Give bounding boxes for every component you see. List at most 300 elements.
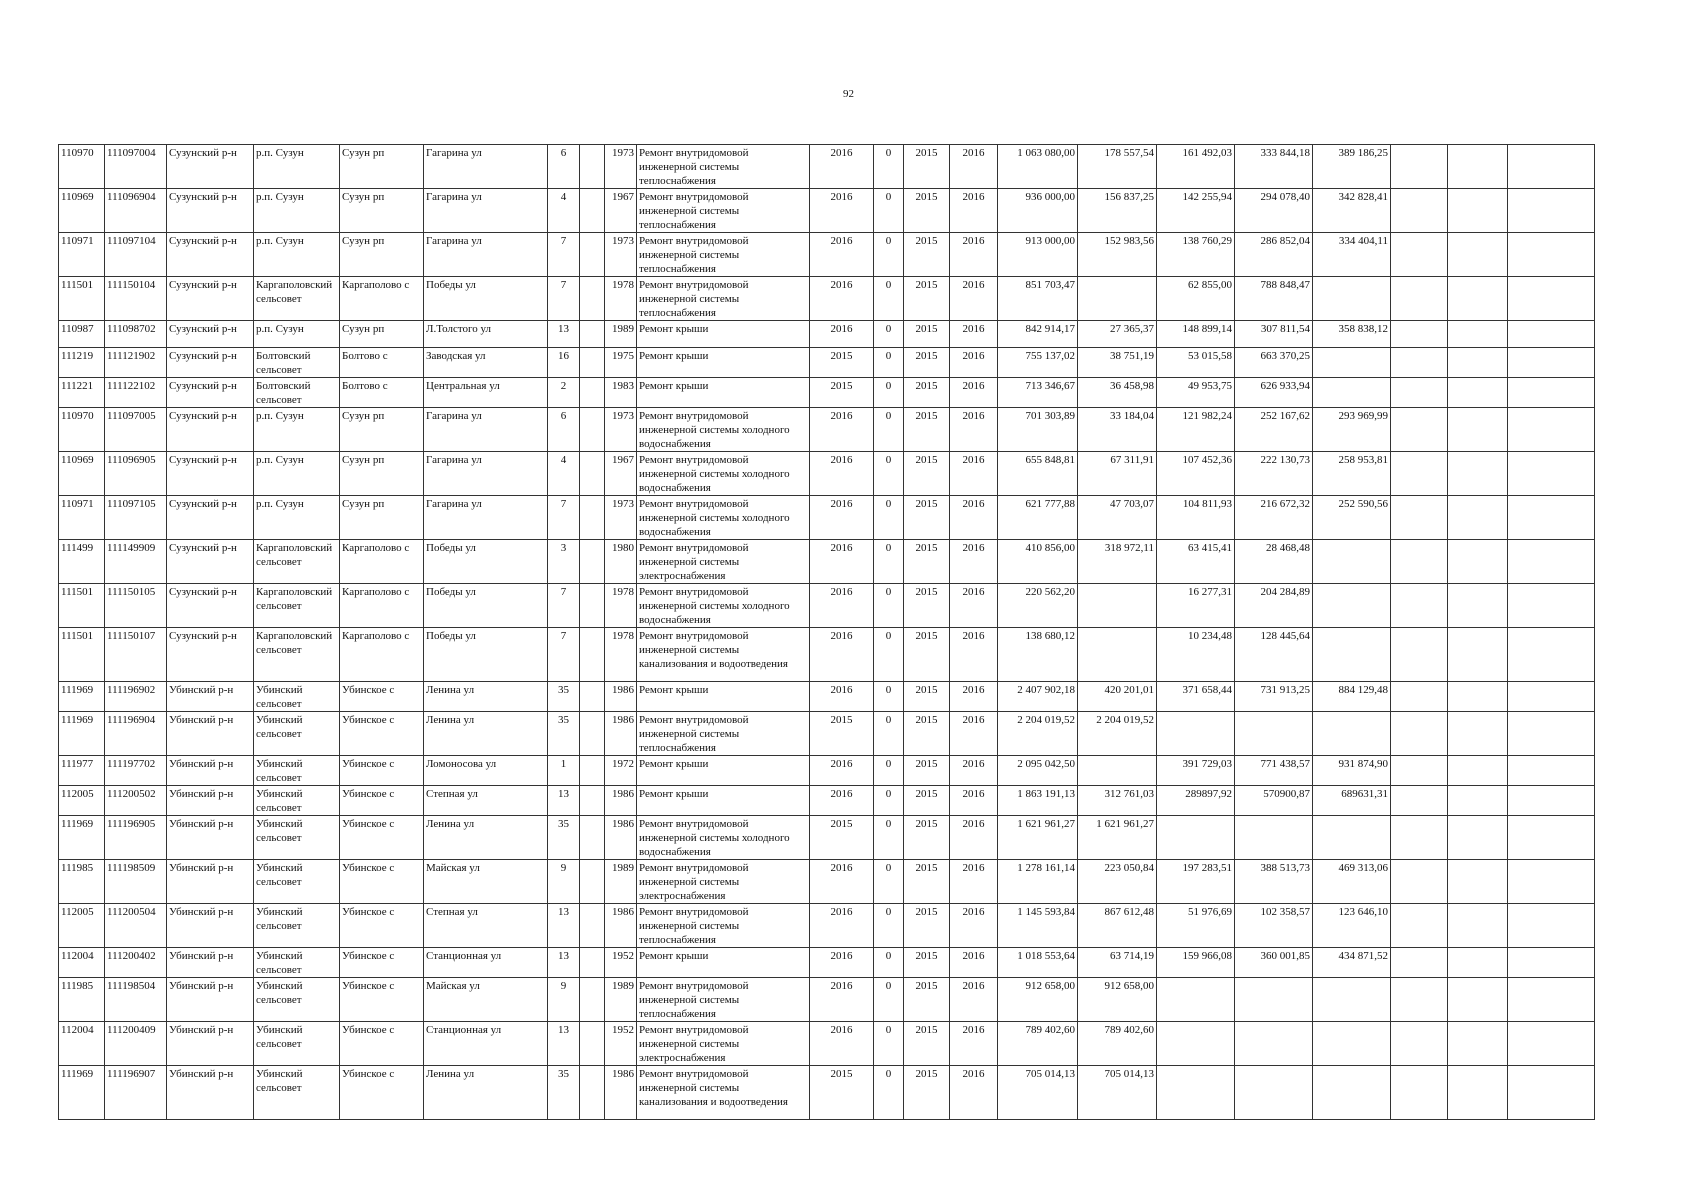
- cell-plan-year: 2016: [810, 904, 874, 948]
- cell-total-cost: 2 095 042,50: [998, 756, 1078, 786]
- cell-total-cost: 1 063 080,00: [998, 145, 1078, 189]
- cell-flag: 0: [874, 348, 904, 378]
- cell-street: Станционная ул: [424, 948, 548, 978]
- cell-house-id: 111501: [59, 277, 105, 321]
- cell-street: Победы ул: [424, 277, 548, 321]
- cell-year-built: 1978: [605, 277, 637, 321]
- cell-flag: 0: [874, 584, 904, 628]
- cell-district: Убинский р-н: [167, 756, 254, 786]
- cell-settlement: Сузун рп: [340, 452, 424, 496]
- cell-flag: 0: [874, 1022, 904, 1066]
- cell-district: Сузунский р-н: [167, 348, 254, 378]
- cell-empty-1: [1391, 277, 1448, 321]
- cell-year-built: 1989: [605, 321, 637, 348]
- cell-program-id: 111200409: [105, 1022, 167, 1066]
- cell-plan-year: 2016: [810, 496, 874, 540]
- cell-work-type: Ремонт внутридомовой инженерной системы холодного водоснабжения: [637, 408, 810, 452]
- cell-cost-2014: 2 204 019,52: [1078, 712, 1157, 756]
- cell-house-id: 111219: [59, 348, 105, 378]
- cell-cost-2014: 420 201,01: [1078, 682, 1157, 712]
- cell-district: Сузунский р-н: [167, 189, 254, 233]
- cell-district: Сузунский р-н: [167, 321, 254, 348]
- cell-total-cost: 842 914,17: [998, 321, 1078, 348]
- cell-start-year: 2015: [904, 786, 950, 816]
- cell-plan-year: 2015: [810, 816, 874, 860]
- cell-house-number: 7: [548, 584, 580, 628]
- cell-house-number: 13: [548, 1022, 580, 1066]
- cell-cost-2015: 10 234,48: [1157, 628, 1235, 682]
- cell-work-type: Ремонт внутридомовой инженерной системы теплоснабжения: [637, 712, 810, 756]
- cell-empty-3: [1508, 321, 1595, 348]
- cell-start-year: 2015: [904, 1022, 950, 1066]
- cell-program-id: 111196904: [105, 712, 167, 756]
- cell-cost-2016: 771 438,57: [1235, 756, 1313, 786]
- cell-empty-1: [1391, 978, 1448, 1022]
- cell-start-year: 2015: [904, 978, 950, 1022]
- cell-flag: 0: [874, 1066, 904, 1120]
- cell-municipality: Болтовский сельсовет: [254, 348, 340, 378]
- cell-empty-3: [1508, 756, 1595, 786]
- cell-program-id: 111096905: [105, 452, 167, 496]
- cell-cost-2017: 293 969,99: [1313, 408, 1391, 452]
- cell-flag: 0: [874, 378, 904, 408]
- cell-street: Степная ул: [424, 904, 548, 948]
- cell-end-year: 2016: [950, 628, 998, 682]
- cell-empty-2: [1448, 348, 1508, 378]
- cell-municipality: Убинский сельсовет: [254, 712, 340, 756]
- cell-end-year: 2016: [950, 452, 998, 496]
- cell-empty-3: [1508, 712, 1595, 756]
- cell-house-id: 110987: [59, 321, 105, 348]
- cell-plan-year: 2016: [810, 408, 874, 452]
- cell-cost-2015: 107 452,36: [1157, 452, 1235, 496]
- cell-empty-1: [1391, 145, 1448, 189]
- cell-municipality: Каргаполовский сельсовет: [254, 628, 340, 682]
- cell-cost-2014: [1078, 584, 1157, 628]
- cell-work-type: Ремонт внутридомовой инженерной системы теплоснабжения: [637, 277, 810, 321]
- cell-plan-year: 2016: [810, 682, 874, 712]
- cell-end-year: 2016: [950, 978, 998, 1022]
- cell-house-number: 7: [548, 233, 580, 277]
- cell-work-type: Ремонт внутридомовой инженерной системы холодного водоснабжения: [637, 452, 810, 496]
- cell-end-year: 2016: [950, 496, 998, 540]
- cell-district: Убинский р-н: [167, 816, 254, 860]
- cell-end-year: 2016: [950, 348, 998, 378]
- cell-building-letter: [580, 1022, 605, 1066]
- cell-district: Убинский р-н: [167, 712, 254, 756]
- cell-settlement: Каргаполово с: [340, 584, 424, 628]
- cell-cost-2016: [1235, 816, 1313, 860]
- cell-cost-2017: [1313, 584, 1391, 628]
- cell-empty-2: [1448, 978, 1508, 1022]
- cell-building-letter: [580, 189, 605, 233]
- cell-municipality: Убинский сельсовет: [254, 816, 340, 860]
- cell-settlement: Сузун рп: [340, 145, 424, 189]
- cell-street: Л.Толстого ул: [424, 321, 548, 348]
- cell-year-built: 1986: [605, 682, 637, 712]
- cell-municipality: Каргаполовский сельсовет: [254, 540, 340, 584]
- cell-cost-2016: [1235, 978, 1313, 1022]
- cell-empty-1: [1391, 189, 1448, 233]
- cell-cost-2014: 867 612,48: [1078, 904, 1157, 948]
- cell-building-letter: [580, 145, 605, 189]
- cell-cost-2016: 102 358,57: [1235, 904, 1313, 948]
- cell-house-id: 111499: [59, 540, 105, 584]
- cell-cost-2016: [1235, 1022, 1313, 1066]
- cell-start-year: 2015: [904, 948, 950, 978]
- cell-building-letter: [580, 321, 605, 348]
- table-row: [59, 1022, 1595, 1066]
- table-row: [59, 712, 1595, 756]
- cell-empty-1: [1391, 233, 1448, 277]
- cell-house-id: 110971: [59, 496, 105, 540]
- cell-cost-2017: 358 838,12: [1313, 321, 1391, 348]
- cell-total-cost: 1 863 191,13: [998, 786, 1078, 816]
- cell-plan-year: 2015: [810, 348, 874, 378]
- cell-empty-1: [1391, 378, 1448, 408]
- cell-cost-2017: 123 646,10: [1313, 904, 1391, 948]
- cell-empty-1: [1391, 786, 1448, 816]
- cell-cost-2015: 104 811,93: [1157, 496, 1235, 540]
- cell-cost-2014: 312 761,03: [1078, 786, 1157, 816]
- cell-empty-3: [1508, 145, 1595, 189]
- cell-total-cost: 2 407 902,18: [998, 682, 1078, 712]
- cell-work-type: Ремонт внутридомовой инженерной системы электроснабжения: [637, 1022, 810, 1066]
- cell-program-id: 111150107: [105, 628, 167, 682]
- cell-total-cost: 410 856,00: [998, 540, 1078, 584]
- cell-empty-3: [1508, 584, 1595, 628]
- cell-house-id: 111985: [59, 860, 105, 904]
- cell-municipality: Каргаполовский сельсовет: [254, 584, 340, 628]
- cell-building-letter: [580, 540, 605, 584]
- cell-year-built: 1986: [605, 1066, 637, 1120]
- cell-building-letter: [580, 584, 605, 628]
- cell-start-year: 2015: [904, 816, 950, 860]
- table-body: [59, 145, 1595, 1120]
- cell-empty-2: [1448, 189, 1508, 233]
- cell-building-letter: [580, 816, 605, 860]
- cell-empty-2: [1448, 540, 1508, 584]
- cell-plan-year: 2016: [810, 145, 874, 189]
- cell-empty-3: [1508, 682, 1595, 712]
- cell-empty-3: [1508, 189, 1595, 233]
- cell-settlement: Каргаполово с: [340, 540, 424, 584]
- cell-cost-2015: 148 899,14: [1157, 321, 1235, 348]
- cell-building-letter: [580, 378, 605, 408]
- cell-cost-2016: 252 167,62: [1235, 408, 1313, 452]
- cell-start-year: 2015: [904, 145, 950, 189]
- cell-building-letter: [580, 233, 605, 277]
- cell-settlement: Убинское с: [340, 1022, 424, 1066]
- cell-cost-2017: 252 590,56: [1313, 496, 1391, 540]
- cell-settlement: Каргаполово с: [340, 628, 424, 682]
- cell-plan-year: 2016: [810, 321, 874, 348]
- cell-cost-2014: 789 402,60: [1078, 1022, 1157, 1066]
- cell-program-id: 111200502: [105, 786, 167, 816]
- cell-district: Убинский р-н: [167, 1066, 254, 1120]
- table-row: [59, 904, 1595, 948]
- cell-flag: 0: [874, 452, 904, 496]
- cell-cost-2015: 159 966,08: [1157, 948, 1235, 978]
- cell-plan-year: 2016: [810, 948, 874, 978]
- cell-cost-2014: 318 972,11: [1078, 540, 1157, 584]
- cell-cost-2015: [1157, 816, 1235, 860]
- cell-cost-2016: 731 913,25: [1235, 682, 1313, 712]
- cell-municipality: Убинский сельсовет: [254, 682, 340, 712]
- cell-settlement: Сузун рп: [340, 321, 424, 348]
- cell-cost-2014: 36 458,98: [1078, 378, 1157, 408]
- cell-program-id: 111122102: [105, 378, 167, 408]
- cell-program-id: 111196902: [105, 682, 167, 712]
- cell-plan-year: 2016: [810, 756, 874, 786]
- cell-cost-2015: 49 953,75: [1157, 378, 1235, 408]
- cell-program-id: 111097005: [105, 408, 167, 452]
- cell-cost-2016: 286 852,04: [1235, 233, 1313, 277]
- cell-start-year: 2015: [904, 756, 950, 786]
- cell-year-built: 1986: [605, 712, 637, 756]
- cell-work-type: Ремонт внутридомовой инженерной системы теплоснабжения: [637, 145, 810, 189]
- cell-cost-2014: 152 983,56: [1078, 233, 1157, 277]
- cell-cost-2016: 222 130,73: [1235, 452, 1313, 496]
- cell-program-id: 111196907: [105, 1066, 167, 1120]
- cell-street: Майская ул: [424, 860, 548, 904]
- cell-cost-2016: 128 445,64: [1235, 628, 1313, 682]
- cell-empty-3: [1508, 1066, 1595, 1120]
- cell-year-built: 1973: [605, 408, 637, 452]
- cell-district: Убинский р-н: [167, 786, 254, 816]
- cell-district: Сузунский р-н: [167, 496, 254, 540]
- cell-cost-2014: 27 365,37: [1078, 321, 1157, 348]
- cell-house-number: 6: [548, 408, 580, 452]
- cell-district: Убинский р-н: [167, 860, 254, 904]
- cell-empty-3: [1508, 860, 1595, 904]
- cell-district: Убинский р-н: [167, 904, 254, 948]
- cell-start-year: 2015: [904, 1066, 950, 1120]
- cell-settlement: Убинское с: [340, 682, 424, 712]
- cell-street: Победы ул: [424, 540, 548, 584]
- cell-work-type: Ремонт внутридомовой инженерной системы холодного водоснабжения: [637, 584, 810, 628]
- cell-flag: 0: [874, 496, 904, 540]
- cell-work-type: Ремонт внутридомовой инженерной системы холодного водоснабжения: [637, 816, 810, 860]
- cell-municipality: Убинский сельсовет: [254, 948, 340, 978]
- cell-cost-2016: 294 078,40: [1235, 189, 1313, 233]
- table-row: [59, 321, 1595, 348]
- cell-settlement: Сузун рп: [340, 189, 424, 233]
- cell-empty-3: [1508, 786, 1595, 816]
- cell-empty-3: [1508, 1022, 1595, 1066]
- table-row: [59, 786, 1595, 816]
- cell-house-id: 110969: [59, 452, 105, 496]
- cell-building-letter: [580, 348, 605, 378]
- cell-cost-2016: 663 370,25: [1235, 348, 1313, 378]
- cell-cost-2015: 142 255,94: [1157, 189, 1235, 233]
- cell-cost-2015: [1157, 712, 1235, 756]
- cell-program-id: 111150104: [105, 277, 167, 321]
- cell-empty-2: [1448, 145, 1508, 189]
- cell-year-built: 1973: [605, 145, 637, 189]
- cell-cost-2016: 216 672,32: [1235, 496, 1313, 540]
- cell-settlement: Болтово с: [340, 348, 424, 378]
- cell-work-type: Ремонт крыши: [637, 321, 810, 348]
- cell-empty-3: [1508, 978, 1595, 1022]
- cell-settlement: Каргаполово с: [340, 277, 424, 321]
- cell-municipality: Убинский сельсовет: [254, 978, 340, 1022]
- cell-house-number: 13: [548, 948, 580, 978]
- cell-district: Убинский р-н: [167, 682, 254, 712]
- cell-flag: 0: [874, 860, 904, 904]
- cell-settlement: Убинское с: [340, 786, 424, 816]
- cell-district: Убинский р-н: [167, 948, 254, 978]
- cell-cost-2014: 67 311,91: [1078, 452, 1157, 496]
- cell-house-id: 111969: [59, 712, 105, 756]
- cell-year-built: 1973: [605, 496, 637, 540]
- cell-cost-2015: 161 492,03: [1157, 145, 1235, 189]
- cell-year-built: 1972: [605, 756, 637, 786]
- cell-settlement: Убинское с: [340, 948, 424, 978]
- cell-end-year: 2016: [950, 786, 998, 816]
- cell-program-id: 111096904: [105, 189, 167, 233]
- cell-flag: 0: [874, 786, 904, 816]
- cell-cost-2015: 16 277,31: [1157, 584, 1235, 628]
- cell-cost-2017: [1313, 378, 1391, 408]
- cell-cost-2014: 705 014,13: [1078, 1066, 1157, 1120]
- cell-end-year: 2016: [950, 584, 998, 628]
- cell-cost-2014: [1078, 756, 1157, 786]
- cell-empty-1: [1391, 348, 1448, 378]
- cell-cost-2016: 388 513,73: [1235, 860, 1313, 904]
- cell-year-built: 1952: [605, 1022, 637, 1066]
- cell-year-built: 1989: [605, 860, 637, 904]
- cell-district: Сузунский р-н: [167, 277, 254, 321]
- table-row: [59, 348, 1595, 378]
- cell-empty-2: [1448, 628, 1508, 682]
- cell-district: Сузунский р-н: [167, 540, 254, 584]
- cell-street: Гагарина ул: [424, 452, 548, 496]
- cell-total-cost: 138 680,12: [998, 628, 1078, 682]
- cell-plan-year: 2016: [810, 860, 874, 904]
- cell-house-number: 9: [548, 978, 580, 1022]
- cell-program-id: 111098702: [105, 321, 167, 348]
- cell-district: Сузунский р-н: [167, 452, 254, 496]
- cell-empty-2: [1448, 408, 1508, 452]
- cell-cost-2015: 391 729,03: [1157, 756, 1235, 786]
- cell-house-id: 110971: [59, 233, 105, 277]
- cell-municipality: Болтовский сельсовет: [254, 378, 340, 408]
- cell-end-year: 2016: [950, 540, 998, 584]
- cell-flag: 0: [874, 682, 904, 712]
- cell-empty-3: [1508, 496, 1595, 540]
- cell-municipality: р.п. Сузун: [254, 189, 340, 233]
- cell-house-number: 4: [548, 189, 580, 233]
- cell-work-type: Ремонт крыши: [637, 786, 810, 816]
- cell-settlement: Сузун рп: [340, 496, 424, 540]
- cell-cost-2017: [1313, 277, 1391, 321]
- cell-work-type: Ремонт крыши: [637, 948, 810, 978]
- cell-empty-1: [1391, 540, 1448, 584]
- cell-cost-2014: [1078, 277, 1157, 321]
- cell-municipality: Убинский сельсовет: [254, 904, 340, 948]
- cell-house-id: 110969: [59, 189, 105, 233]
- repair-program-table: [58, 144, 1595, 1120]
- cell-year-built: 1978: [605, 628, 637, 682]
- cell-empty-1: [1391, 452, 1448, 496]
- cell-empty-3: [1508, 378, 1595, 408]
- cell-empty-2: [1448, 584, 1508, 628]
- cell-plan-year: 2015: [810, 378, 874, 408]
- cell-cost-2017: 689631,31: [1313, 786, 1391, 816]
- cell-year-built: 1983: [605, 378, 637, 408]
- cell-start-year: 2015: [904, 712, 950, 756]
- cell-cost-2014: 912 658,00: [1078, 978, 1157, 1022]
- cell-empty-2: [1448, 378, 1508, 408]
- cell-cost-2015: [1157, 978, 1235, 1022]
- cell-empty-1: [1391, 628, 1448, 682]
- cell-total-cost: 220 562,20: [998, 584, 1078, 628]
- cell-house-number: 13: [548, 321, 580, 348]
- cell-total-cost: 913 000,00: [998, 233, 1078, 277]
- cell-house-id: 111969: [59, 816, 105, 860]
- cell-year-built: 1986: [605, 786, 637, 816]
- cell-cost-2016: 28 468,48: [1235, 540, 1313, 584]
- cell-year-built: 1973: [605, 233, 637, 277]
- cell-empty-3: [1508, 233, 1595, 277]
- cell-cost-2017: [1313, 628, 1391, 682]
- cell-cost-2016: 788 848,47: [1235, 277, 1313, 321]
- cell-building-letter: [580, 978, 605, 1022]
- cell-settlement: Убинское с: [340, 978, 424, 1022]
- cell-house-number: 13: [548, 904, 580, 948]
- cell-work-type: Ремонт внутридомовой инженерной системы канализования и водоотведения: [637, 628, 810, 682]
- cell-empty-1: [1391, 1022, 1448, 1066]
- cell-empty-2: [1448, 682, 1508, 712]
- cell-house-number: 2: [548, 378, 580, 408]
- cell-empty-2: [1448, 321, 1508, 348]
- cell-settlement: Убинское с: [340, 904, 424, 948]
- cell-end-year: 2016: [950, 277, 998, 321]
- cell-start-year: 2015: [904, 189, 950, 233]
- cell-plan-year: 2016: [810, 277, 874, 321]
- cell-house-number: 7: [548, 496, 580, 540]
- cell-cost-2017: [1313, 712, 1391, 756]
- cell-year-built: 1967: [605, 452, 637, 496]
- cell-building-letter: [580, 786, 605, 816]
- cell-settlement: Сузун рп: [340, 233, 424, 277]
- cell-street: Гагарина ул: [424, 408, 548, 452]
- cell-empty-3: [1508, 628, 1595, 682]
- cell-empty-3: [1508, 452, 1595, 496]
- cell-cost-2017: [1313, 978, 1391, 1022]
- cell-flag: 0: [874, 904, 904, 948]
- cell-total-cost: 705 014,13: [998, 1066, 1078, 1120]
- cell-end-year: 2016: [950, 1022, 998, 1066]
- cell-total-cost: 2 204 019,52: [998, 712, 1078, 756]
- cell-plan-year: 2016: [810, 786, 874, 816]
- cell-house-number: 1: [548, 756, 580, 786]
- cell-cost-2017: [1313, 816, 1391, 860]
- cell-cost-2017: 334 404,11: [1313, 233, 1391, 277]
- cell-cost-2014: 1 621 961,27: [1078, 816, 1157, 860]
- cell-house-number: 16: [548, 348, 580, 378]
- cell-empty-2: [1448, 756, 1508, 786]
- cell-empty-1: [1391, 712, 1448, 756]
- cell-municipality: р.п. Сузун: [254, 233, 340, 277]
- cell-program-id: 111198509: [105, 860, 167, 904]
- cell-empty-3: [1508, 904, 1595, 948]
- cell-cost-2015: 138 760,29: [1157, 233, 1235, 277]
- cell-total-cost: 1 278 161,14: [998, 860, 1078, 904]
- cell-street: Гагарина ул: [424, 145, 548, 189]
- cell-plan-year: 2016: [810, 1022, 874, 1066]
